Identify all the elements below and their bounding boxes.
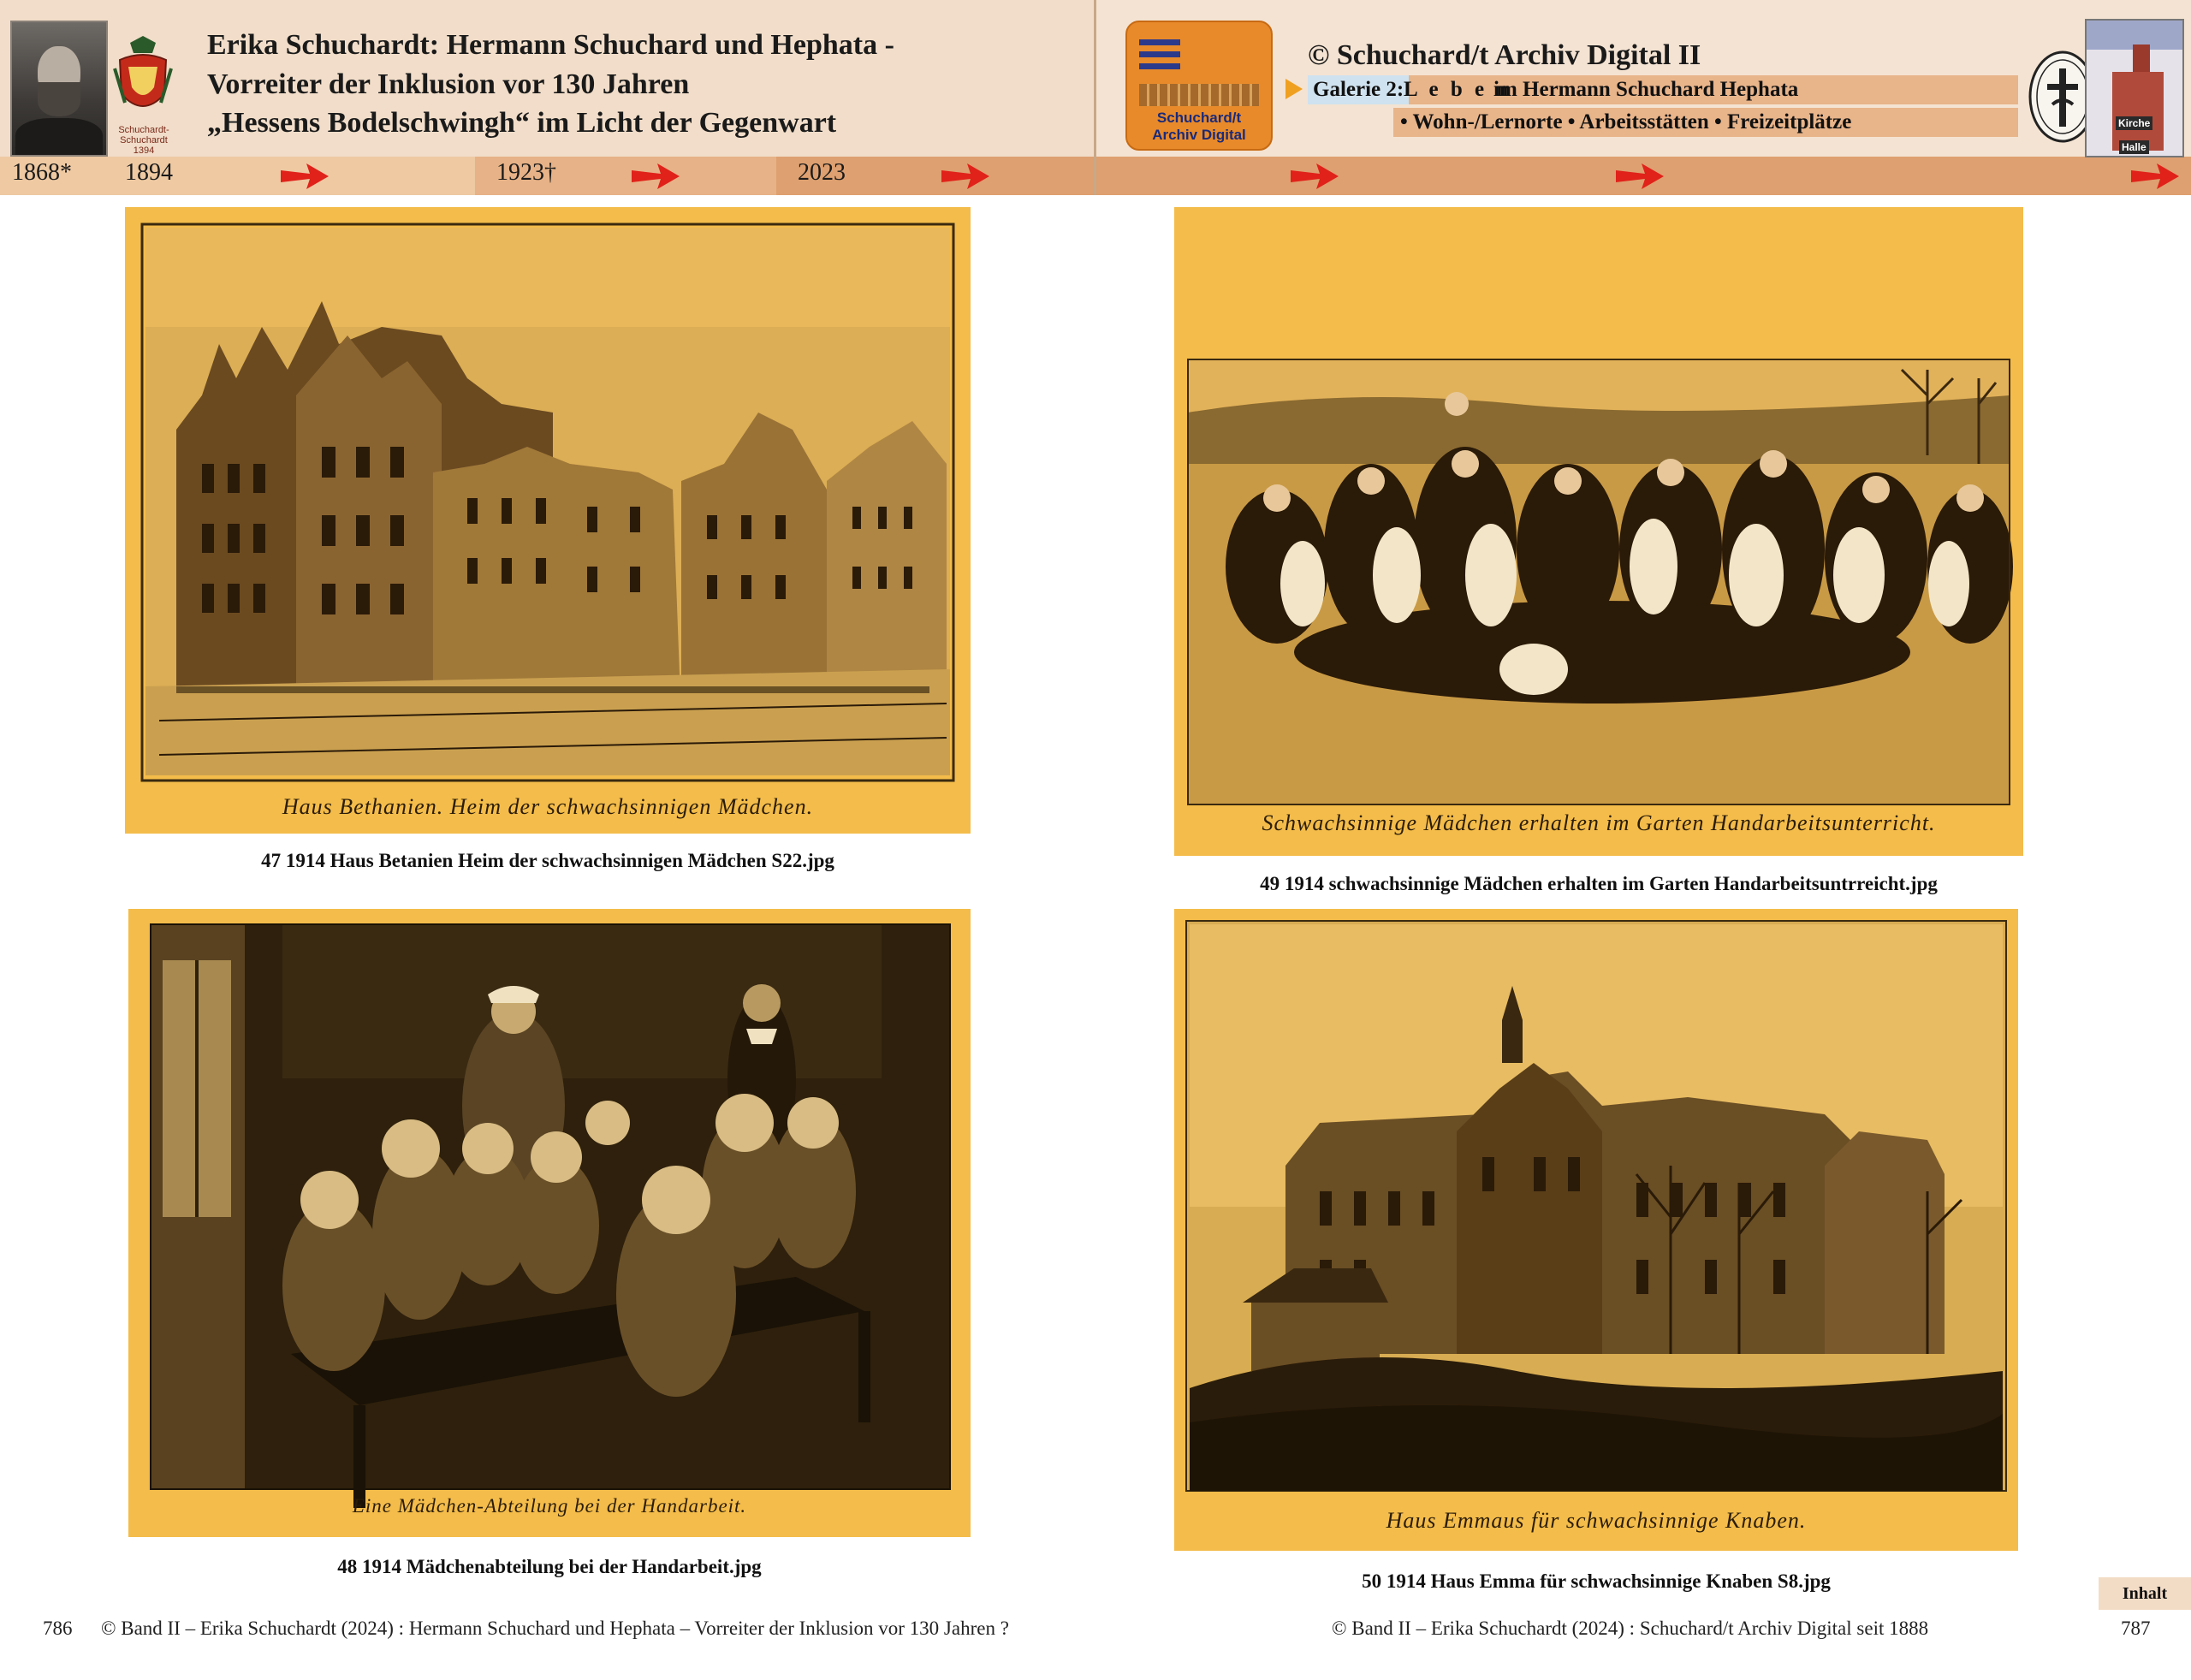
book-label-1: Kirche [2116,116,2152,130]
page-number-right: 787 [2121,1618,2151,1639]
coat-of-arms-icon [113,34,173,120]
photo-haus-bethanien[interactable] [125,207,971,834]
archive-logo-text-1: Schuchard/t [1156,110,1242,126]
book-cover-thumbnail[interactable] [2085,19,2184,157]
inhalt-button[interactable]: Inhalt [2099,1577,2191,1610]
timeline-year-birth: 1868* [12,159,72,186]
footer-text-left: © Band II – Erika Schuchardt (2024) : Hermann Schuchard und Hephata – Vorreiter der Inklusion vor 130 Jahren ? [101,1618,1009,1639]
arrow-right-icon [1291,163,1339,189]
photo-file-caption: 47 1914 Haus Betanien Heim der schwachsinnigen Mädchen S22.jpg [261,850,834,871]
gallery-title: im Hermann Schuchard Hephata [1493,78,1799,101]
photo-inner-caption: Schwachsinnige Mädchen erhalten im Garten Handarbeitsunterricht. [1262,810,1936,835]
crest-caption: Schuchardt-Schuchardt 1394 [118,125,169,156]
page-divider [1094,0,1096,195]
photo-inner-caption: Eine Mädchen-Abteilung bei der Handarbeit. [352,1495,747,1517]
arrow-right-icon [941,163,989,189]
archive-title: © Schuchard/t Archiv Digital II [1308,39,1701,71]
gallery-subtitle: • Wohn-/Lernorte • Arbeitsstätten • Freizeitplätze [1400,110,1852,134]
photo-inner-caption: Haus Bethanien. Heim der schwachsinnigen Mädchen. [282,794,814,819]
photo-file-caption: 48 1914 Mädchenabteilung bei der Handarbeit.jpg [337,1556,762,1577]
photo-file-caption: 50 1914 Haus Emma für schwachsinnige Knaben S8.jpg [1362,1570,1831,1592]
timeline-year-death: 1923† [496,159,556,186]
page-number-left: 786 [43,1618,73,1639]
book-label-2: Halle [2119,140,2149,154]
gallery-arrow-icon [1286,79,1303,99]
page-title-line-1: Erika Schuchardt: Hermann Schuchard und Hephata - [207,29,894,61]
page-title-line-3: „Hessens Bodelschwingh“ im Licht der Gegenwart [207,107,837,139]
gallery-leben: L e b e n [1404,78,1512,101]
photo-inner-caption: Haus Emmaus für schwachsinnige Knaben. [1386,1508,1807,1533]
page-title-line-2: Vorreiter der Inklusion vor 130 Jahren [207,68,690,100]
photo-maedchen-abteilung[interactable] [128,909,971,1537]
arrow-right-icon [632,163,680,189]
photo-haus-emmaus[interactable] [1174,909,2018,1551]
timeline-year-2023: 2023 [798,159,846,186]
archive-logo[interactable] [1125,21,1273,151]
timeline-year-1894: 1894 [125,159,173,186]
arrow-right-icon [1616,163,1664,189]
arrow-right-icon [281,163,329,189]
footer-text-right: © Band II – Erika Schuchardt (2024) : Schuchard/t Archiv Digital seit 1888 [1332,1618,1929,1639]
photo-garten-handarbeit[interactable] [1174,207,2023,856]
gallery-label: Galerie 2: [1308,75,1409,104]
archive-logo-text-2: Archiv Digital [1152,127,1246,143]
portrait-image [10,21,108,157]
arrow-right-icon [2131,163,2179,189]
photo-file-caption: 49 1914 schwachsinnige Mädchen erhalten im Garten Handarbeitsuntrreicht.jpg [1260,873,1938,894]
